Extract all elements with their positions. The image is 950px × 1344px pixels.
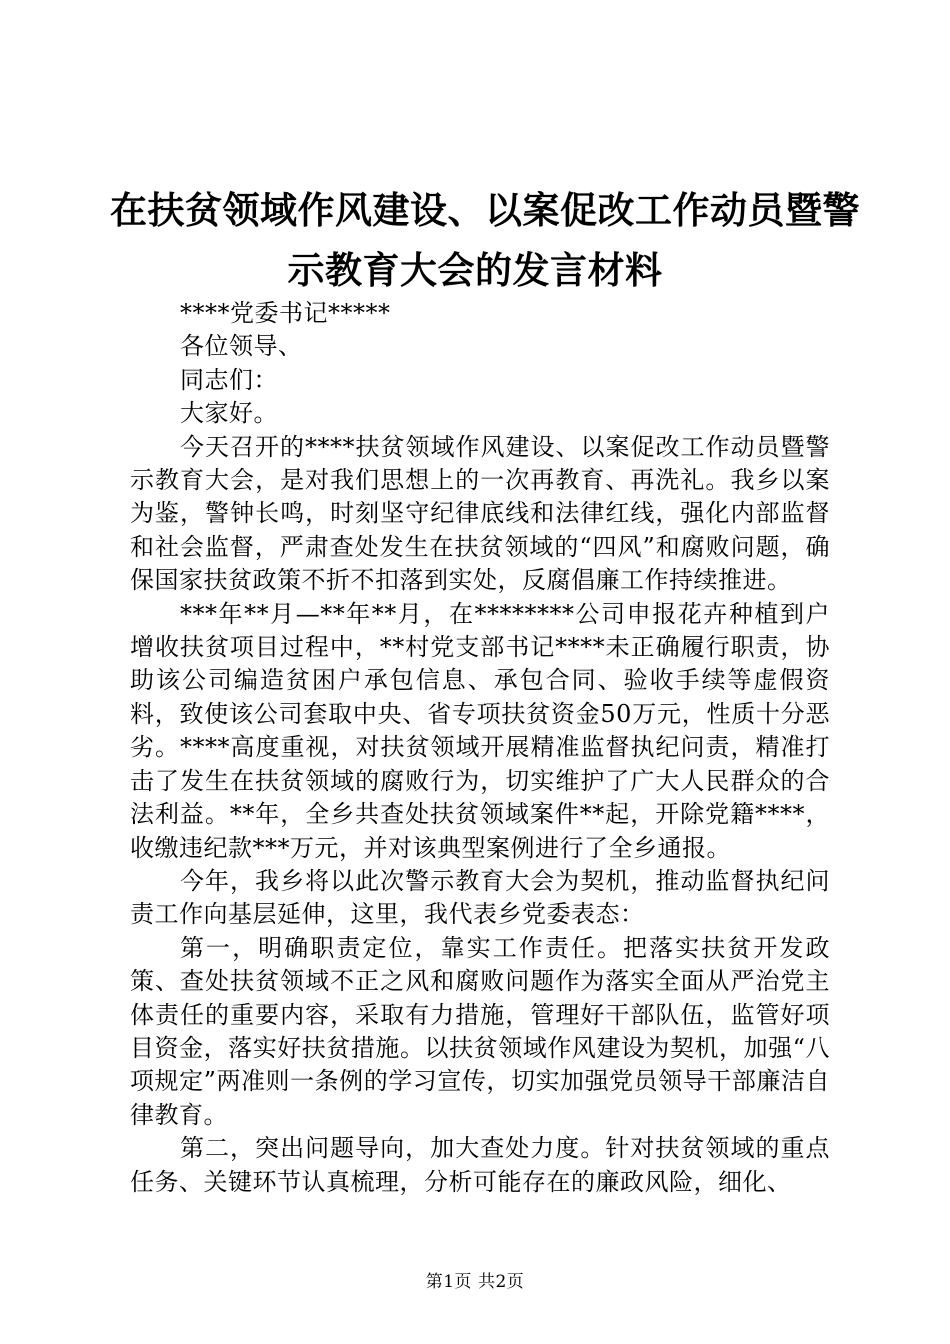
paragraph-opening: 今天召开的****扶贫领域作风建设、以案促改工作动员暨警示教育大会，是对我们思想上的一次再教育、再洗礼。我乡以案为鉴，警钟长鸣，时刻坚守纪律底线和法律红线，强化内部监督和社会监督，严肃查处发生在扶贫领域的“四风”和腐败问题，确保国家扶贫政策不折不扣落到实处，反腐倡廉工作持续推进。 (130, 432, 830, 595)
document-body (130, 297, 830, 1199)
title-line-2: 示教育大会的发言材料 (287, 248, 663, 292)
paragraph-point-2: 第二，突出问题导向，加大查处力度。针对扶贫领域的重点任务、关键环节认真梳理，分析可能存在的廉政风险，细化、 (130, 1134, 830, 1196)
paragraph-point-1: 第一，明确职责定位，靠实工作责任。把落实扶贫开发政策、查处扶贫领域不正之风和腐败问题作为落实全面从严治党主体责任的重要内容，采取有力措施，管理好干部队伍，监管好项目资金，落实好扶贫措施。以扶贫领域作风建设为契机，加强“八项规定”两准则一条例的学习宣传，切实加强党员领导干部廉洁自律教育。 (130, 933, 830, 1129)
salutation-comrades: 同志们： (180, 365, 278, 394)
document-title (110, 180, 860, 300)
author-line: ****党委书记***** (180, 299, 391, 327)
greeting: 大家好。 (180, 399, 278, 428)
paragraph-statement: 今年，我乡将以此次警示教育大会为契机，推动监督执纪问责工作向基层延伸，这里，我代表乡党委表态： (130, 866, 830, 929)
title-line-1: 在扶贫领域作风建设、以案促改工作动员暨警 (110, 188, 860, 232)
page-footer: 第1页 共2页 (425, 1272, 525, 1292)
salutation-leaders: 各位领导、 (180, 332, 303, 361)
paragraph-case: ***年**月—**年**月，在********公司申报花卉种植到户增收扶贫项目过程中，**村党支部书记****未正确履行职责，协助该公司编造贫困户承包信息、承包合同、验收手续等虚假资料，致使该公司套取中央、省专项扶贫资金50万元，性质十分恶劣。****高度重视，对扶贫领域开展精准监督执纪问责，精准打击了发生在扶贫领域的腐败行为，切实维护了广大人民群众的合法利益。**年，全乡共查处扶贫领域案件**起，开除党籍****，收缴违纪款***万元，并对该典型案例进行了全乡通报。 (130, 599, 830, 862)
